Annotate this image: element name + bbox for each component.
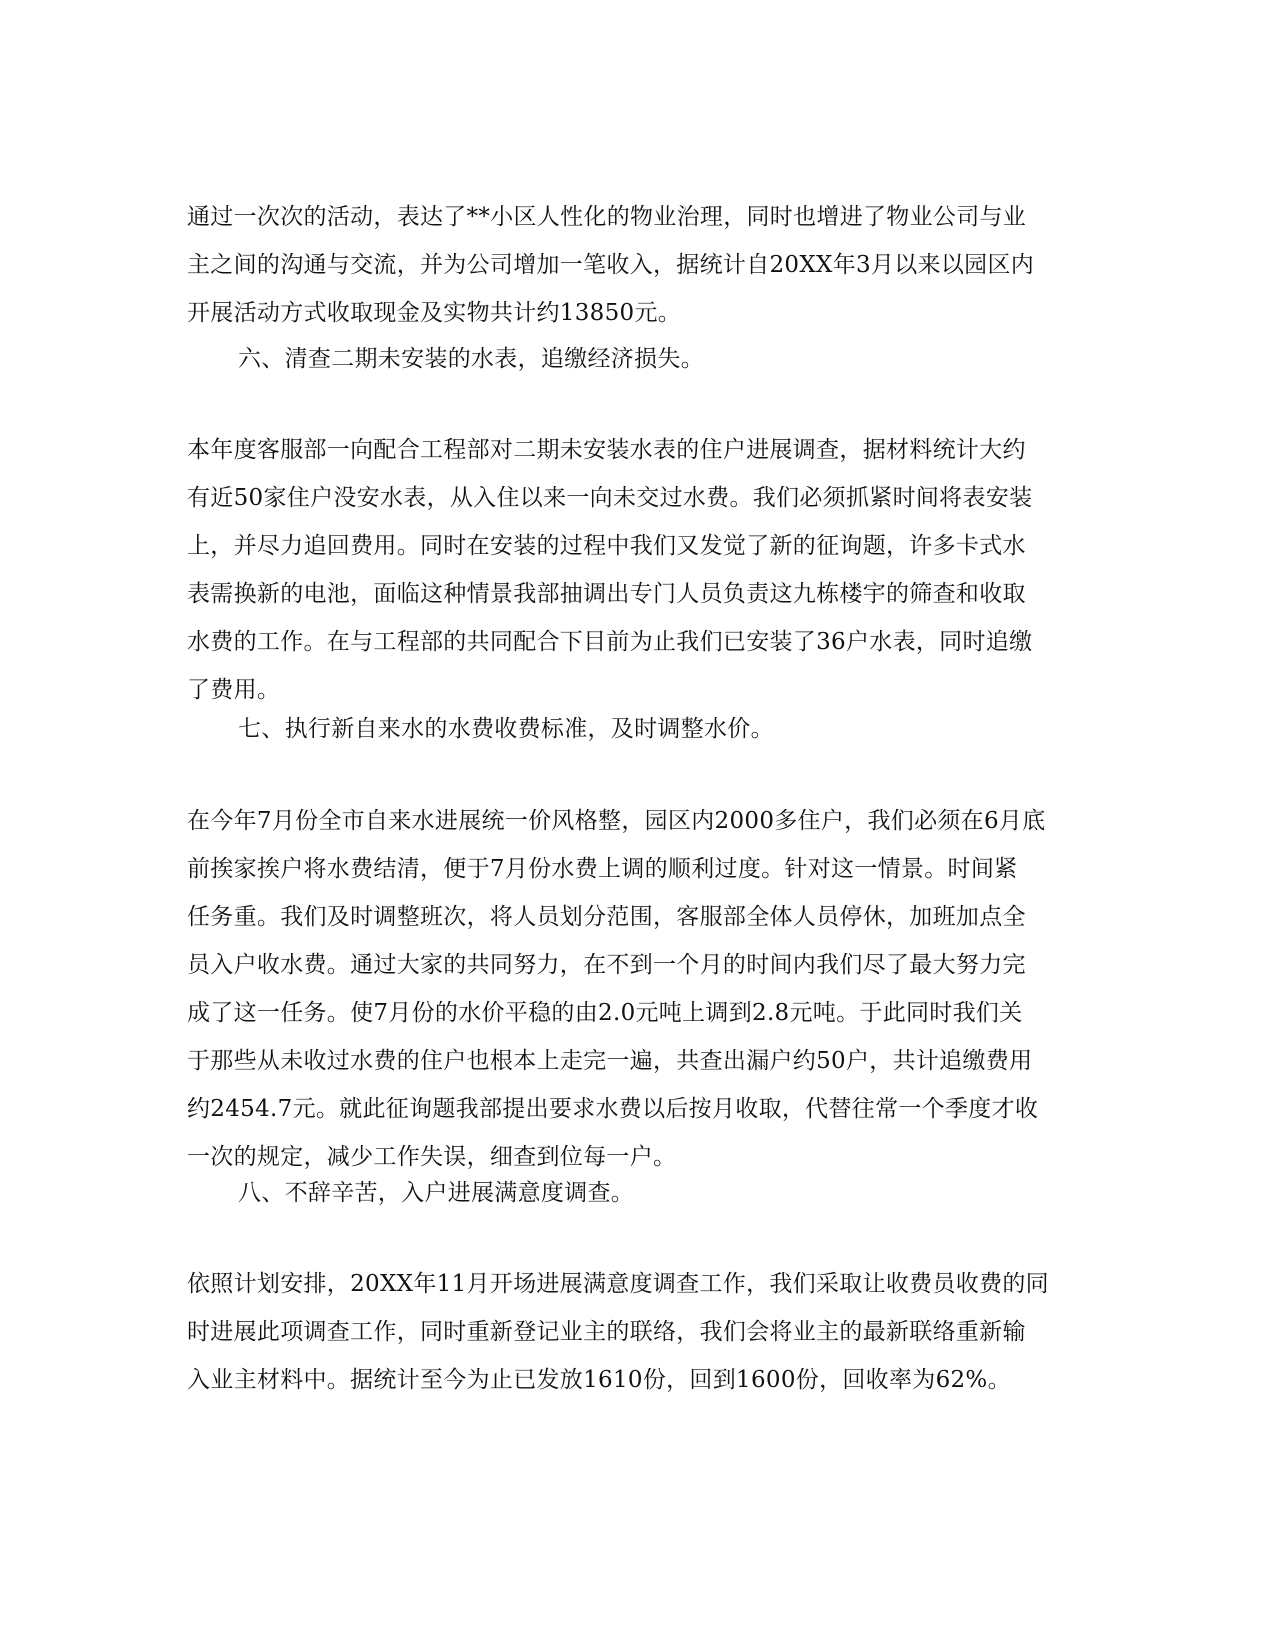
section-heading-8: 八、不辞辛苦，入户进展满意度调查。 — [238, 1180, 635, 1206]
text-line: 任务重。我们及时调整班次，将人员划分范围，客服部全体人员停休，加班加点全 — [187, 904, 1026, 930]
text-line: 时进展此项调查工作，同时重新登记业主的联络，我们会将业主的最新联络重新输 — [187, 1319, 1026, 1345]
section-heading-7: 七、执行新自来水的水费收费标准，及时调整水价。 — [238, 716, 774, 742]
text-line: 依照计划安排，20XX年11月开场进展满意度调查工作，我们采取让收费员收费的同 — [187, 1271, 1049, 1297]
paragraph-activities — [187, 193, 1092, 337]
text-line: 一次的规定，减少工作失误，细查到位每一户。 — [187, 1144, 677, 1170]
text-line: 有近50家住户没安水表，从入住以来一向未交过水费。我们必须抓紧时间将表安装 — [187, 485, 1033, 511]
text-line: 主之间的沟通与交流，并为公司增加一笔收入，据统计自20XX年3月以来以园区内 — [187, 252, 1035, 278]
paragraph-satisfaction-survey — [187, 1260, 1092, 1404]
paragraph-water-meters — [187, 426, 1092, 714]
text-line: 约2454.7元。就此征询题我部提出要求水费以后按月收取，代替往常一个季度才收 — [187, 1096, 1039, 1122]
section-heading-6: 六、清查二期未安装的水表，追缴经济损失。 — [238, 346, 704, 372]
text-line: 入业主材料中。据统计至今为止已发放1610份，回到1600份，回收率为62%。 — [187, 1367, 1011, 1393]
text-line: 于那些从未收过水费的住户也根本上走完一遍，共查出漏户约50户，共计追缴费用 — [187, 1048, 1033, 1074]
text-line: 了费用。 — [187, 677, 281, 703]
text-line: 本年度客服部一向配合工程部对二期未安装水表的住户进展调查，据材料统计大约 — [187, 437, 1026, 463]
text-line: 通过一次次的活动，表达了**小区人性化的物业治理，同时也增进了物业公司与业 — [187, 204, 1027, 230]
text-line: 开展活动方式收取现金及实物共计约13850元。 — [187, 300, 682, 326]
text-line: 水费的工作。在与工程部的共同配合下目前为止我们已安装了36户水表，同时追缴 — [187, 629, 1033, 655]
text-line: 在今年7月份全市自来水进展统一价风格整，园区内2000多住户，我们必须在6月底 — [187, 808, 1046, 834]
text-line: 上，并尽力追回费用。同时在安装的过程中我们又发觉了新的征询题，许多卡式水 — [187, 533, 1026, 559]
text-line: 表需换新的电池，面临这种情景我部抽调出专门人员负责这九栋楼宇的筛查和收取 — [187, 581, 1026, 607]
text-line: 成了这一任务。使7月份的水价平稳的由2.0元吨上调到2.8元吨。于此同时我们关 — [187, 1000, 1023, 1026]
paragraph-water-price — [187, 797, 1092, 1181]
text-line: 员入户收水费。通过大家的共同努力，在不到一个月的时间内我们尽了最大努力完 — [187, 952, 1026, 978]
text-line: 前挨家挨户将水费结清，便于7月份水费上调的顺利过度。针对这一情景。时间紧 — [187, 856, 1018, 882]
